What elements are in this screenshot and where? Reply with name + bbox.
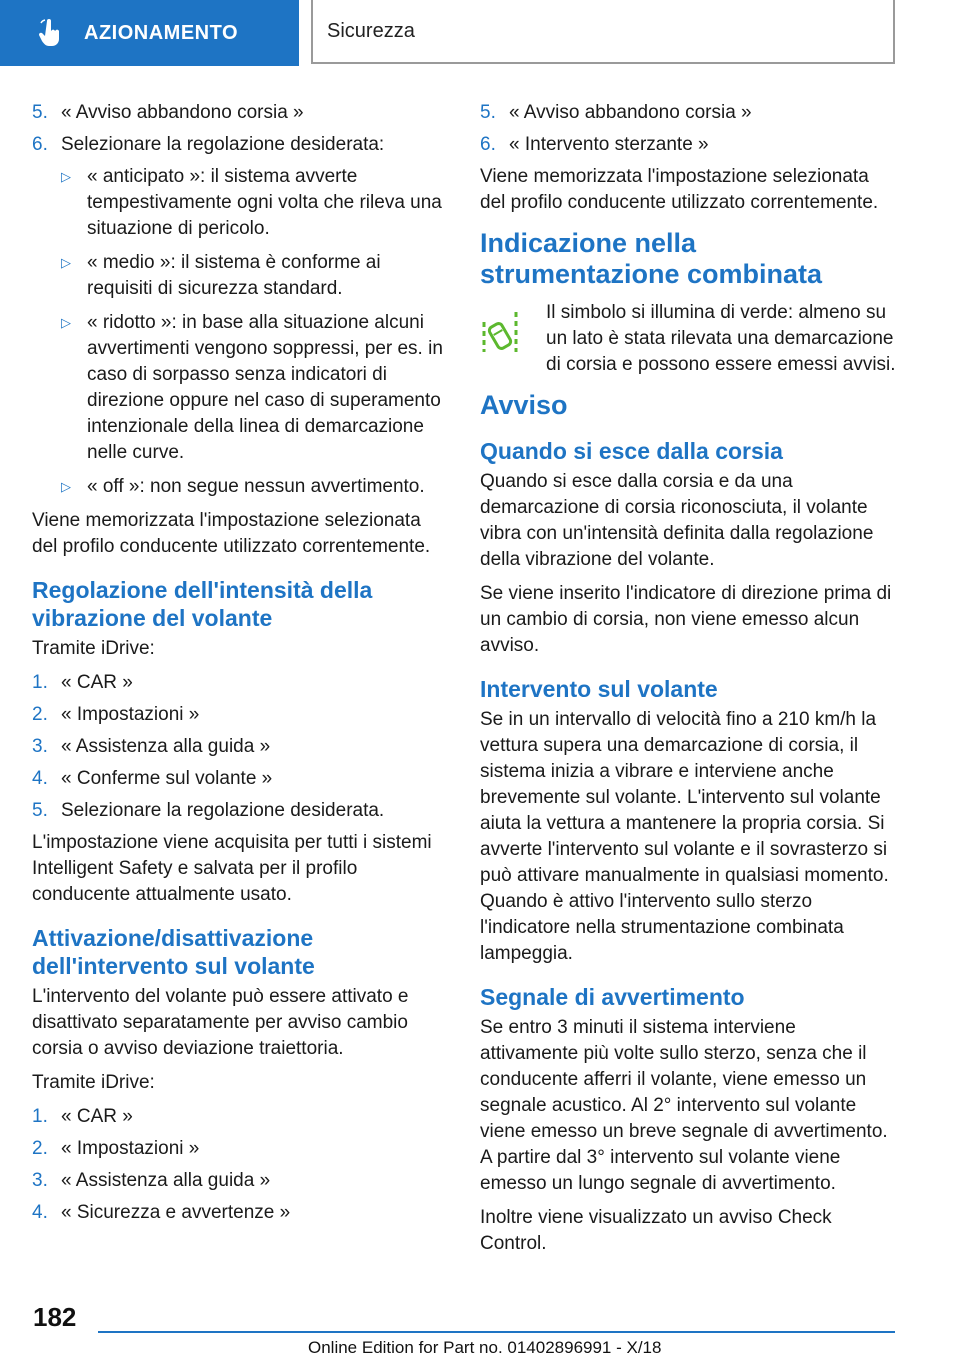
hand-pointer-icon [38,19,62,47]
subsection-heading: Segnale di avvertimento [480,984,745,1010]
list-item: 5. « Avviso abbandono corsia » [480,102,752,123]
section-heading: Avviso [480,390,568,420]
left-column [32,100,450,1232]
triangle-bullet-icon: ▷ [61,479,71,494]
body-text: Quando si esce dalla corsia e da una demarcazione di corsia riconosciuta, il volante vibra con un'intensità definita dalla regolazione della vibrazione del volante. [480,471,874,570]
bullet-item: ▷ « ridotto »: in base alla situazione alcuni avvertimenti vengono soppressi, per es. in caso di sorpasso senza indicatori di direzione oppure nel caso di superamento intenzionale della linea di demarcazione nelle curve. [61,310,450,466]
saved-note: Viene memorizzata l'impostazione selezionata del profilo conducente utilizzato correntemente. [32,510,431,557]
indicator-text: Il simbolo si illumina di verde: almeno su un lato è stata rilevata una demarcazione di corsia e possono essere emessi avvisi. [546,302,896,375]
intro-text: Tramite iDrive: [32,1072,155,1093]
triangle-bullet-icon: ▷ [61,315,71,330]
body-text: Se in un intervallo di velocità fino a 210 km/h la vettura supera una demarcazione di corsia, il sistema inizia a vibrare e interviene anche brevemente sul volante. L'intervento sul volante aiuta la vettura a mantenere la propria corsia. Si avverte l'intervento sul volante e il sovrasterzo si può attivare manualmente in qualsiasi momento. Quando è attivo l'intervento sullo sterzo l'indicatore nella strumentazione combinata lampeggia. [480,709,889,964]
footer-divider [98,1331,895,1333]
page-footer [0,1290,960,1362]
chapter-label: AZIONAMENTO [84,21,239,44]
chapter-tab[interactable] [0,0,299,66]
lane-departure-icon [480,300,546,378]
body-text: Se entro 3 minuti il sistema interviene attivamente più volte sullo sterzo, senza che il conducente afferri il volante, viene emesso un segnale acustico. Al 2° intervento sul volante viene emesso un breve segnale di avvertimento. A partire dal 3° intervento sul volante viene emesso un lungo segnale di avvertimento. [480,1017,888,1194]
indicator-block [480,300,898,378]
page-number: 182 [33,1302,77,1332]
triangle-bullet-icon: ▷ [61,255,71,270]
list-item: 5. Selezionare la regolazione desiderata. [32,800,385,821]
triangle-bullet-icon: ▷ [61,169,71,184]
note-text: L'impostazione viene acquisita per tutti i sistemi Intelligent Safety e salvata per il profilo conducente attualmente usato. [32,832,432,905]
right-column [480,100,898,1265]
section-heading: Regolazione dell'intensità della vibrazione del volante [32,577,373,631]
section-label: Sicurezza [327,19,415,42]
page-header [0,0,960,66]
body-text: L'intervento del volante può essere attivato e disattivato separatamente per avviso cambio corsia o avviso deviazione traiettoria. [32,986,409,1059]
list-item: 1. « CAR » [32,672,133,693]
list-item: 3. « Assistenza alla guida » [32,1170,271,1191]
saved-note: Viene memorizzata l'impostazione selezionata del profilo conducente utilizzato correntemente. [480,166,879,213]
intro-text: Tramite iDrive: [32,638,155,659]
body-text: Se viene inserito l'indicatore di direzione prima di un cambio di corsia, non viene emesso alcun avviso. [480,583,892,656]
list-item: 1. « CAR » [32,1106,133,1127]
list-item: 2. « Impostazioni » [32,704,200,725]
list-item: 4. « Conferme sul volante » [32,768,273,789]
subsection-heading: Intervento sul volante [480,676,718,702]
bullet-item: ▷ « off »: non segue nessun avvertimento. [61,474,450,500]
subsection-heading: Quando si esce dalla corsia [480,438,783,464]
section-heading: Indicazione nella strumentazione combinata [480,228,823,289]
list-item: 5. « Avviso abbandono corsia » [32,102,304,123]
body-text: Inoltre viene visualizzato un avviso Check Control. [480,1207,832,1254]
list-item: 2. « Impostazioni » [32,1138,200,1159]
list-item: 3. « Assistenza alla guida » [32,736,271,757]
section-tab[interactable] [311,0,895,64]
section-heading: Attivazione/disattivazione dell'intervento sul volante [32,925,315,979]
list-item: 6. Selezionare la regolazione desiderata: [32,134,385,155]
bullet-item: ▷ « anticipato »: il sistema avverte tempestivamente ogni volta che rileva una situazione di pericolo. [61,164,450,242]
list-item: 4. « Sicurezza e avvertenze » [32,1202,291,1223]
list-item: 6. « Intervento sterzante » [480,134,709,155]
bullet-item: ▷ « medio »: il sistema è conforme ai requisiti di sicurezza standard. [61,250,450,302]
edition-text: Online Edition for Part no. 01402896991 - X/18 [308,1338,662,1357]
